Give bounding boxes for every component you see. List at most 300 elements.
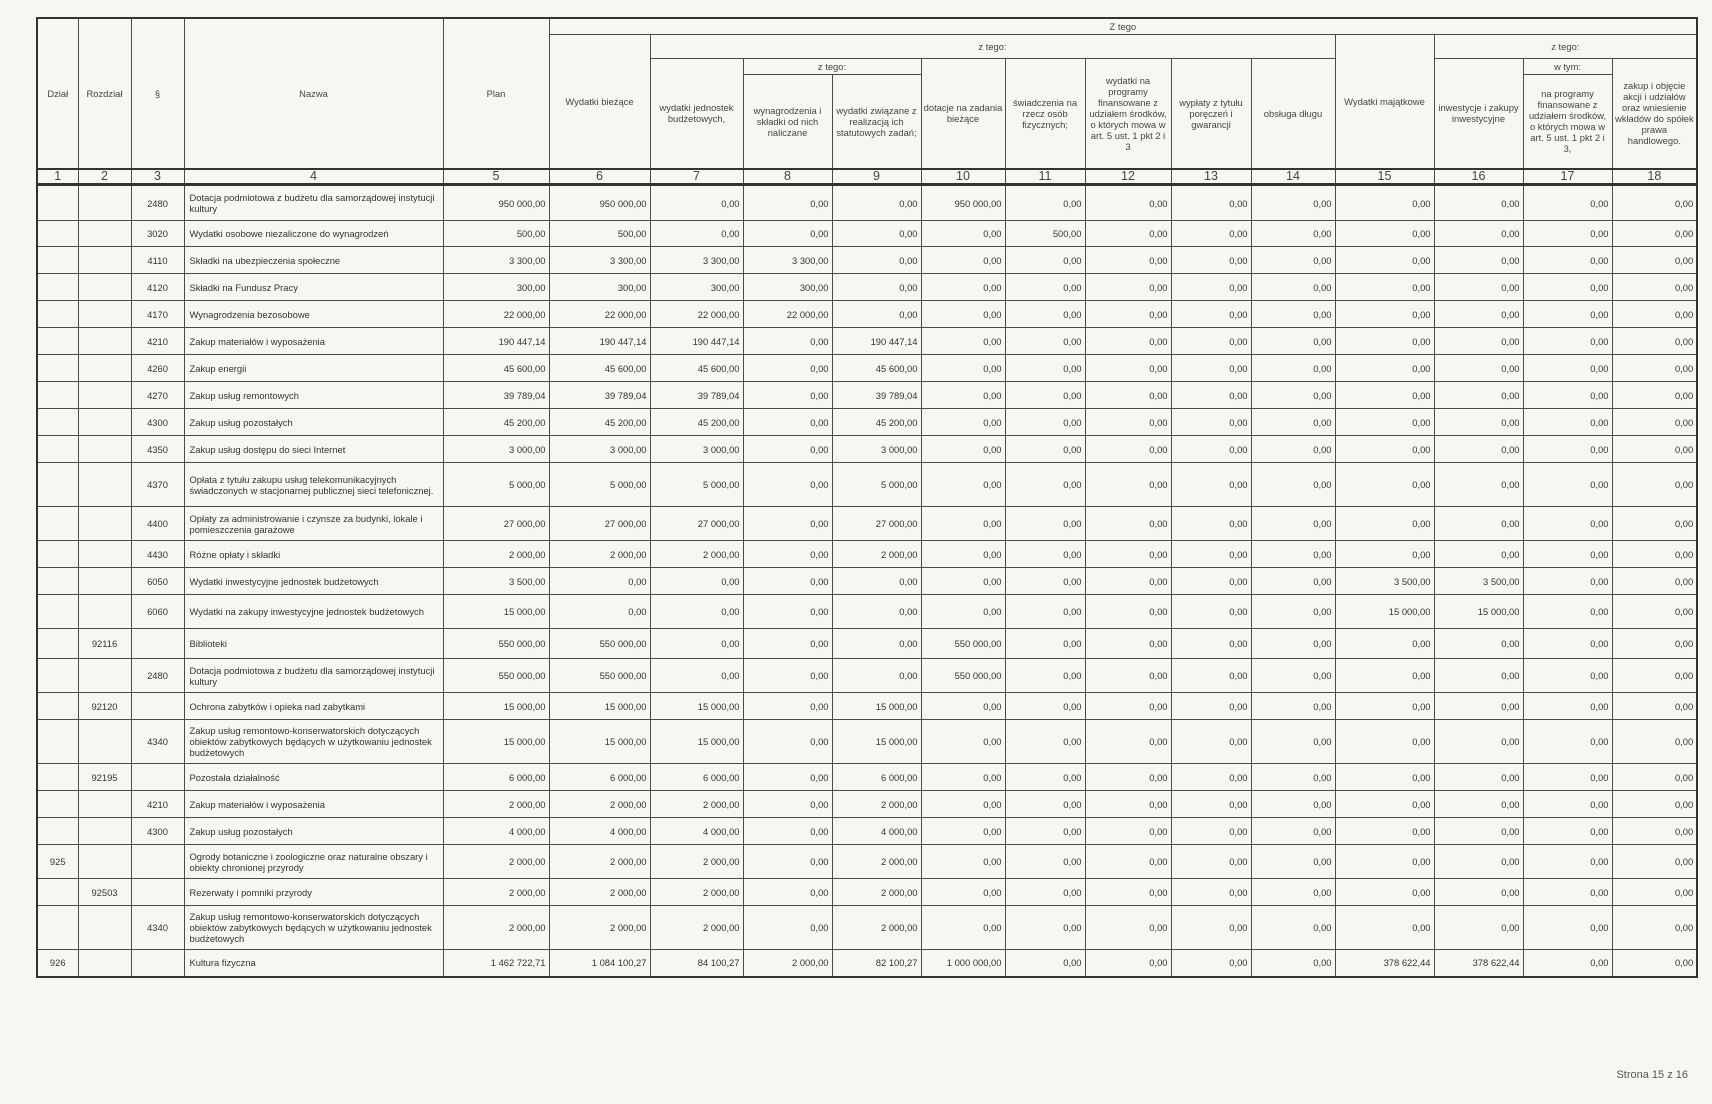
cell-value: 0,00 xyxy=(1251,221,1335,247)
cell-nazwa: Zakup usług remontowych xyxy=(184,382,443,409)
cell-value: 0,00 xyxy=(1612,328,1697,355)
header-wydatki-zwiazane: wydatki związane z realizacją ich statutowych zadań; xyxy=(832,74,921,169)
cell-value: 0,00 xyxy=(1251,328,1335,355)
cell-value: 3 500,00 xyxy=(1434,568,1523,595)
cell-dzial xyxy=(37,409,78,436)
cell-value: 1 462 722,71 xyxy=(443,950,549,977)
cell-paragraf: 4210 xyxy=(131,328,184,355)
cell-value: 2 000,00 xyxy=(832,879,921,906)
cell-value: 15 000,00 xyxy=(1434,595,1523,629)
cell-nazwa: Pozostała działalność xyxy=(184,764,443,791)
cell-value: 0,00 xyxy=(743,818,832,845)
cell-value: 15 000,00 xyxy=(443,595,549,629)
table-row xyxy=(37,845,1697,879)
column-number: 13 xyxy=(1171,169,1251,185)
cell-value: 378 622,44 xyxy=(1434,950,1523,977)
table-row xyxy=(37,274,1697,301)
cell-rozdzial xyxy=(78,595,131,629)
cell-value: 39 789,04 xyxy=(650,382,743,409)
cell-value: 0,00 xyxy=(1005,764,1085,791)
cell-value: 22 000,00 xyxy=(443,301,549,328)
cell-value: 0,00 xyxy=(1085,507,1171,541)
table-row xyxy=(37,568,1697,595)
cell-value: 2 000,00 xyxy=(832,906,921,950)
cell-nazwa: Wydatki na zakupy inwestycyjne jednostek budżetowych xyxy=(184,595,443,629)
cell-value: 0,00 xyxy=(743,879,832,906)
cell-nazwa: Składki na ubezpieczenia społeczne xyxy=(184,247,443,274)
cell-value: 0,00 xyxy=(1434,629,1523,659)
cell-paragraf: 2480 xyxy=(131,659,184,693)
cell-value: 0,00 xyxy=(921,328,1005,355)
header-paragraf: § xyxy=(131,18,184,169)
column-number: 8 xyxy=(743,169,832,185)
cell-paragraf: 4340 xyxy=(131,906,184,950)
cell-value: 300,00 xyxy=(743,274,832,301)
cell-value: 950 000,00 xyxy=(921,185,1005,221)
cell-value: 27 000,00 xyxy=(549,507,650,541)
cell-value: 2 000,00 xyxy=(549,541,650,568)
cell-value: 2 000,00 xyxy=(650,845,743,879)
cell-value: 5 000,00 xyxy=(549,463,650,507)
cell-value: 0,00 xyxy=(1434,328,1523,355)
table-row xyxy=(37,720,1697,764)
cell-value: 0,00 xyxy=(1085,693,1171,720)
header-z-tego-jednostek: z tego: xyxy=(743,58,921,74)
cell-value: 15 000,00 xyxy=(832,693,921,720)
table-row xyxy=(37,221,1697,247)
cell-value: 0,00 xyxy=(921,791,1005,818)
cell-value: 0,00 xyxy=(743,541,832,568)
cell-value: 0,00 xyxy=(1005,382,1085,409)
cell-nazwa: Dotacja podmiotowa z budżetu dla samorządowej instytucji kultury xyxy=(184,185,443,221)
cell-value: 0,00 xyxy=(743,906,832,950)
cell-value: 0,00 xyxy=(921,906,1005,950)
cell-nazwa: Biblioteki xyxy=(184,629,443,659)
cell-value: 27 000,00 xyxy=(650,507,743,541)
cell-nazwa: Opłaty za administrowanie i czynsze za budynki, lokale i pomieszczenia garażowe xyxy=(184,507,443,541)
cell-value: 0,00 xyxy=(1523,355,1612,382)
cell-value: 6 000,00 xyxy=(443,764,549,791)
cell-value: 0,00 xyxy=(1612,906,1697,950)
cell-value: 0,00 xyxy=(743,463,832,507)
cell-value: 6 000,00 xyxy=(832,764,921,791)
page-number: Strona 15 z 16 xyxy=(1616,1069,1688,1081)
cell-dzial xyxy=(37,879,78,906)
column-number: 3 xyxy=(131,169,184,185)
column-number: 16 xyxy=(1434,169,1523,185)
header-swiadczenia: świadczenia na rzecz osób fizycznych; xyxy=(1005,58,1085,169)
cell-paragraf: 4400 xyxy=(131,507,184,541)
cell-value: 0,00 xyxy=(1005,950,1085,977)
cell-value: 0,00 xyxy=(1251,693,1335,720)
cell-value: 0,00 xyxy=(1335,764,1434,791)
cell-value: 0,00 xyxy=(1251,274,1335,301)
cell-value: 15 000,00 xyxy=(650,693,743,720)
cell-value: 0,00 xyxy=(743,507,832,541)
cell-nazwa: Wydatki osobowe niezaliczone do wynagrodzeń xyxy=(184,221,443,247)
cell-paragraf: 4430 xyxy=(131,541,184,568)
column-number: 11 xyxy=(1005,169,1085,185)
table-row xyxy=(37,791,1697,818)
cell-dzial xyxy=(37,764,78,791)
cell-value: 27 000,00 xyxy=(832,507,921,541)
cell-value: 0,00 xyxy=(1171,436,1251,463)
cell-value: 0,00 xyxy=(1612,629,1697,659)
table-row xyxy=(37,764,1697,791)
table-row xyxy=(37,950,1697,977)
cell-nazwa: Kultura fizyczna xyxy=(184,950,443,977)
cell-value: 0,00 xyxy=(1085,541,1171,568)
cell-value: 0,00 xyxy=(1085,221,1171,247)
cell-value: 0,00 xyxy=(1612,247,1697,274)
table-row xyxy=(37,659,1697,693)
cell-value: 0,00 xyxy=(1085,791,1171,818)
column-number: 17 xyxy=(1523,169,1612,185)
cell-dzial xyxy=(37,355,78,382)
cell-value: 0,00 xyxy=(1251,409,1335,436)
cell-value: 0,00 xyxy=(1171,301,1251,328)
cell-value: 0,00 xyxy=(1171,764,1251,791)
cell-value: 0,00 xyxy=(1005,507,1085,541)
cell-value: 0,00 xyxy=(1005,185,1085,221)
cell-value: 0,00 xyxy=(1612,693,1697,720)
header-z-tego-biezace: z tego: xyxy=(650,34,1335,58)
cell-value: 0,00 xyxy=(1523,720,1612,764)
cell-paragraf: 4340 xyxy=(131,720,184,764)
cell-value: 0,00 xyxy=(832,595,921,629)
cell-value: 0,00 xyxy=(832,568,921,595)
cell-value: 0,00 xyxy=(1171,409,1251,436)
table-row xyxy=(37,463,1697,507)
cell-value: 0,00 xyxy=(1335,845,1434,879)
cell-value: 0,00 xyxy=(1005,274,1085,301)
cell-value: 0,00 xyxy=(1005,436,1085,463)
cell-value: 0,00 xyxy=(1085,950,1171,977)
cell-nazwa: Dotacja podmiotowa z budżetu dla samorządowej instytucji kultury xyxy=(184,659,443,693)
cell-value: 0,00 xyxy=(1251,247,1335,274)
cell-value: 0,00 xyxy=(650,659,743,693)
cell-value: 0,00 xyxy=(921,764,1005,791)
cell-rozdzial xyxy=(78,818,131,845)
cell-value: 0,00 xyxy=(1434,274,1523,301)
cell-value: 0,00 xyxy=(1434,659,1523,693)
cell-rozdzial xyxy=(78,906,131,950)
cell-value: 0,00 xyxy=(1523,950,1612,977)
cell-value: 0,00 xyxy=(1523,879,1612,906)
cell-value: 0,00 xyxy=(1434,463,1523,507)
cell-value: 0,00 xyxy=(1612,595,1697,629)
cell-dzial xyxy=(37,382,78,409)
cell-value: 0,00 xyxy=(1251,659,1335,693)
cell-paragraf xyxy=(131,950,184,977)
cell-value: 3 000,00 xyxy=(443,436,549,463)
cell-value: 0,00 xyxy=(1005,568,1085,595)
cell-value: 0,00 xyxy=(1251,507,1335,541)
cell-value: 2 000,00 xyxy=(443,879,549,906)
cell-value: 0,00 xyxy=(1523,382,1612,409)
cell-value: 0,00 xyxy=(1005,301,1085,328)
cell-value: 0,00 xyxy=(743,595,832,629)
cell-value: 0,00 xyxy=(1612,720,1697,764)
header-wynagrodzenia: wynagrodzenia i składki od nich naliczane xyxy=(743,74,832,169)
cell-value: 45 600,00 xyxy=(443,355,549,382)
cell-value: 0,00 xyxy=(1335,659,1434,693)
cell-dzial xyxy=(37,247,78,274)
cell-rozdzial xyxy=(78,185,131,221)
cell-value: 0,00 xyxy=(832,301,921,328)
cell-rozdzial xyxy=(78,436,131,463)
cell-value: 15 000,00 xyxy=(832,720,921,764)
cell-value: 0,00 xyxy=(1335,629,1434,659)
cell-value: 0,00 xyxy=(743,185,832,221)
cell-value: 0,00 xyxy=(1005,879,1085,906)
column-number: 2 xyxy=(78,169,131,185)
table-row xyxy=(37,818,1697,845)
cell-value: 0,00 xyxy=(1251,879,1335,906)
cell-dzial xyxy=(37,693,78,720)
cell-value: 190 447,14 xyxy=(443,328,549,355)
cell-value: 550 000,00 xyxy=(921,659,1005,693)
cell-value: 0,00 xyxy=(921,693,1005,720)
cell-value: 0,00 xyxy=(921,382,1005,409)
cell-value: 1 084 100,27 xyxy=(549,950,650,977)
cell-value: 0,00 xyxy=(1434,764,1523,791)
cell-value: 0,00 xyxy=(1434,507,1523,541)
cell-value: 0,00 xyxy=(1005,463,1085,507)
cell-value: 0,00 xyxy=(1335,185,1434,221)
cell-value: 84 100,27 xyxy=(650,950,743,977)
cell-value: 39 789,04 xyxy=(549,382,650,409)
header-inwestycje: inwestycje i zakupy inwestycyjne xyxy=(1434,58,1523,169)
cell-value: 2 000,00 xyxy=(650,791,743,818)
cell-value: 0,00 xyxy=(1171,659,1251,693)
cell-nazwa: Wynagrodzenia bezosobowe xyxy=(184,301,443,328)
cell-value: 0,00 xyxy=(1085,355,1171,382)
cell-rozdzial xyxy=(78,950,131,977)
cell-value: 3 000,00 xyxy=(650,436,743,463)
cell-value: 0,00 xyxy=(1335,355,1434,382)
cell-dzial xyxy=(37,274,78,301)
header-wydatki-jednostek: wydatki jednostek budżetowych, xyxy=(650,58,743,169)
column-number: 4 xyxy=(184,169,443,185)
cell-value: 0,00 xyxy=(1251,185,1335,221)
cell-value: 0,00 xyxy=(1612,185,1697,221)
cell-value: 0,00 xyxy=(1523,764,1612,791)
header-dotacje: dotacje na zadania bieżące xyxy=(921,58,1005,169)
cell-value: 45 200,00 xyxy=(650,409,743,436)
cell-value: 500,00 xyxy=(1005,221,1085,247)
cell-dzial xyxy=(37,463,78,507)
cell-nazwa: Zakup usług remontowo-konserwatorskich dotyczących obiektów zabytkowych będących w użytkowaniu jednostek budżetowych xyxy=(184,906,443,950)
cell-value: 0,00 xyxy=(1523,659,1612,693)
cell-nazwa: Zakup energii xyxy=(184,355,443,382)
cell-paragraf: 2480 xyxy=(131,185,184,221)
cell-value: 3 300,00 xyxy=(743,247,832,274)
column-number: 18 xyxy=(1612,169,1697,185)
cell-value: 0,00 xyxy=(549,568,650,595)
cell-value: 0,00 xyxy=(1251,764,1335,791)
cell-value: 0,00 xyxy=(1434,906,1523,950)
cell-rozdzial xyxy=(78,247,131,274)
cell-value: 0,00 xyxy=(1523,463,1612,507)
cell-value: 2 000,00 xyxy=(650,906,743,950)
table-row xyxy=(37,328,1697,355)
cell-value: 0,00 xyxy=(1612,274,1697,301)
cell-value: 0,00 xyxy=(1523,221,1612,247)
cell-value: 0,00 xyxy=(1251,355,1335,382)
table-row xyxy=(37,185,1697,221)
cell-value: 0,00 xyxy=(1434,301,1523,328)
cell-dzial xyxy=(37,541,78,568)
cell-value: 0,00 xyxy=(1523,507,1612,541)
column-number: 9 xyxy=(832,169,921,185)
table-row xyxy=(37,541,1697,568)
cell-value: 0,00 xyxy=(1085,328,1171,355)
cell-value: 0,00 xyxy=(1523,818,1612,845)
cell-value: 550 000,00 xyxy=(549,659,650,693)
cell-value: 0,00 xyxy=(832,659,921,693)
cell-rozdzial xyxy=(78,568,131,595)
cell-value: 0,00 xyxy=(1335,720,1434,764)
cell-value: 0,00 xyxy=(1005,845,1085,879)
cell-value: 0,00 xyxy=(1523,629,1612,659)
cell-value: 550 000,00 xyxy=(549,629,650,659)
cell-value: 0,00 xyxy=(1434,791,1523,818)
cell-value: 0,00 xyxy=(1085,818,1171,845)
cell-value: 0,00 xyxy=(1523,247,1612,274)
cell-value: 0,00 xyxy=(1085,185,1171,221)
cell-value: 0,00 xyxy=(743,629,832,659)
cell-value: 0,00 xyxy=(1171,507,1251,541)
cell-value: 0,00 xyxy=(1612,436,1697,463)
cell-value: 0,00 xyxy=(1612,818,1697,845)
cell-value: 0,00 xyxy=(1523,906,1612,950)
cell-rozdzial xyxy=(78,463,131,507)
cell-dzial xyxy=(37,568,78,595)
cell-value: 0,00 xyxy=(1085,436,1171,463)
table-body xyxy=(37,185,1697,977)
cell-nazwa: Różne opłaty i składki xyxy=(184,541,443,568)
cell-value: 0,00 xyxy=(743,845,832,879)
cell-value: 0,00 xyxy=(1612,791,1697,818)
cell-rozdzial xyxy=(78,355,131,382)
column-number: 7 xyxy=(650,169,743,185)
cell-rozdzial: 92503 xyxy=(78,879,131,906)
cell-paragraf xyxy=(131,845,184,879)
cell-value: 0,00 xyxy=(743,221,832,247)
cell-value: 45 200,00 xyxy=(549,409,650,436)
column-number: 12 xyxy=(1085,169,1171,185)
cell-value: 3 500,00 xyxy=(1335,568,1434,595)
cell-rozdzial: 92195 xyxy=(78,764,131,791)
cell-value: 22 000,00 xyxy=(650,301,743,328)
cell-value: 0,00 xyxy=(1434,845,1523,879)
cell-value: 0,00 xyxy=(1085,463,1171,507)
cell-value: 0,00 xyxy=(743,791,832,818)
cell-value: 0,00 xyxy=(1523,185,1612,221)
cell-value: 0,00 xyxy=(1335,328,1434,355)
cell-rozdzial xyxy=(78,274,131,301)
column-number: 5 xyxy=(443,169,549,185)
cell-value: 0,00 xyxy=(1612,221,1697,247)
cell-rozdzial xyxy=(78,720,131,764)
cell-value: 0,00 xyxy=(1251,436,1335,463)
cell-value: 45 200,00 xyxy=(832,409,921,436)
cell-value: 0,00 xyxy=(1523,791,1612,818)
cell-value: 0,00 xyxy=(1612,355,1697,382)
cell-value: 0,00 xyxy=(1005,659,1085,693)
cell-value: 0,00 xyxy=(1251,382,1335,409)
cell-value: 0,00 xyxy=(743,382,832,409)
cell-dzial xyxy=(37,906,78,950)
cell-value: 0,00 xyxy=(1171,595,1251,629)
cell-nazwa: Zakup materiałów i wyposażenia xyxy=(184,328,443,355)
cell-value: 0,00 xyxy=(921,818,1005,845)
cell-value: 0,00 xyxy=(1335,507,1434,541)
cell-value: 0,00 xyxy=(1085,764,1171,791)
cell-value: 0,00 xyxy=(1434,818,1523,845)
column-number: 15 xyxy=(1335,169,1434,185)
cell-value: 0,00 xyxy=(1335,301,1434,328)
cell-value: 300,00 xyxy=(443,274,549,301)
cell-value: 2 000,00 xyxy=(443,906,549,950)
cell-value: 0,00 xyxy=(1251,950,1335,977)
cell-value: 0,00 xyxy=(1434,720,1523,764)
cell-paragraf xyxy=(131,693,184,720)
cell-value: 0,00 xyxy=(921,463,1005,507)
cell-value: 0,00 xyxy=(1005,355,1085,382)
cell-value: 3 300,00 xyxy=(443,247,549,274)
cell-nazwa: Wydatki inwestycyjne jednostek budżetowych xyxy=(184,568,443,595)
cell-value: 0,00 xyxy=(650,221,743,247)
cell-paragraf: 4170 xyxy=(131,301,184,328)
cell-value: 0,00 xyxy=(1171,274,1251,301)
cell-value: 0,00 xyxy=(1171,629,1251,659)
table-row xyxy=(37,436,1697,463)
cell-value: 0,00 xyxy=(1005,541,1085,568)
cell-value: 0,00 xyxy=(1171,906,1251,950)
cell-value: 0,00 xyxy=(832,247,921,274)
cell-dzial xyxy=(37,436,78,463)
cell-value: 2 000,00 xyxy=(549,906,650,950)
cell-nazwa: Zakup materiałów i wyposażenia xyxy=(184,791,443,818)
cell-value: 4 000,00 xyxy=(549,818,650,845)
header-z-tego-majatkowe: z tego: xyxy=(1434,34,1697,58)
cell-value: 0,00 xyxy=(1171,185,1251,221)
cell-value: 0,00 xyxy=(1335,541,1434,568)
table-row xyxy=(37,906,1697,950)
cell-value: 0,00 xyxy=(1612,541,1697,568)
table-row xyxy=(37,409,1697,436)
cell-nazwa: Rezerwaty i pomniki przyrody xyxy=(184,879,443,906)
cell-rozdzial xyxy=(78,328,131,355)
cell-rozdzial xyxy=(78,659,131,693)
cell-value: 0,00 xyxy=(1335,693,1434,720)
cell-value: 0,00 xyxy=(1434,382,1523,409)
cell-value: 0,00 xyxy=(1612,382,1697,409)
cell-value: 0,00 xyxy=(921,221,1005,247)
cell-nazwa: Składki na Fundusz Pracy xyxy=(184,274,443,301)
cell-paragraf: 4300 xyxy=(131,409,184,436)
cell-value: 15 000,00 xyxy=(1335,595,1434,629)
cell-value: 0,00 xyxy=(1335,879,1434,906)
cell-value: 0,00 xyxy=(1523,301,1612,328)
cell-value: 0,00 xyxy=(1434,879,1523,906)
header-dzial: Dział xyxy=(37,18,78,169)
cell-rozdzial xyxy=(78,221,131,247)
cell-value: 4 000,00 xyxy=(650,818,743,845)
cell-value: 950 000,00 xyxy=(443,185,549,221)
